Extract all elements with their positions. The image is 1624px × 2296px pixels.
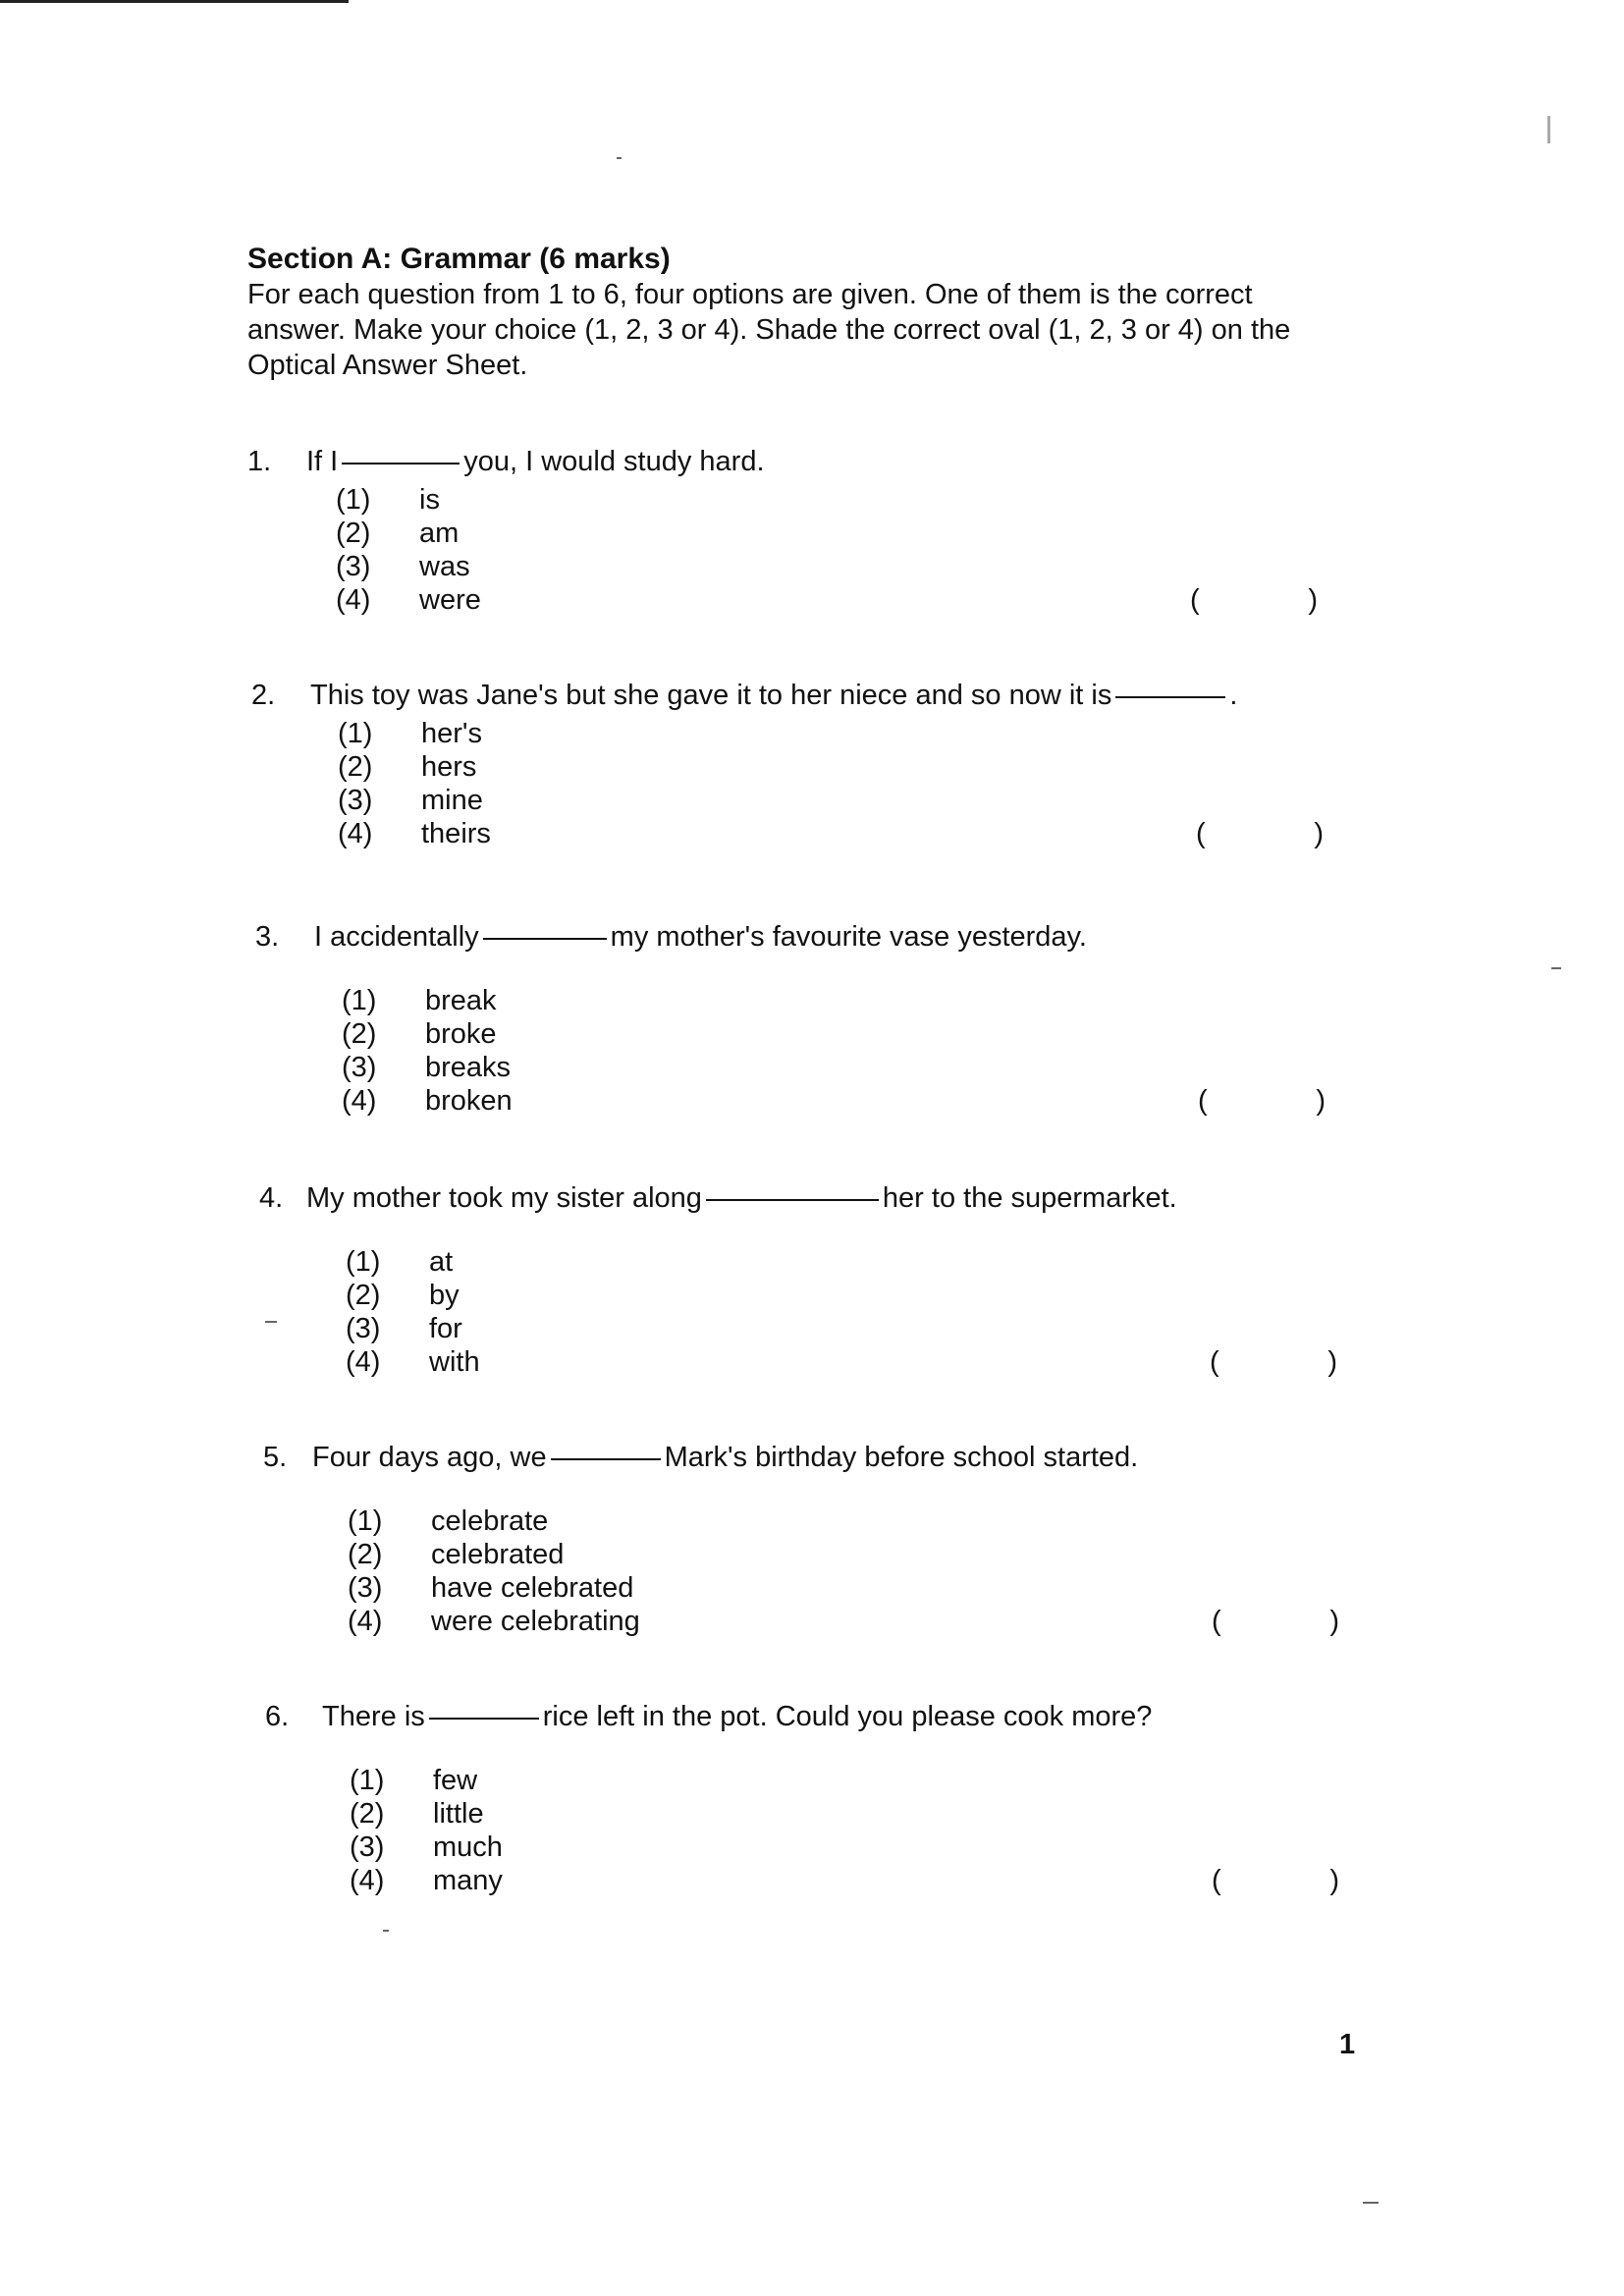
section-title: Section A: Grammar (6 marks): [247, 243, 671, 275]
option-1[interactable]: (1) celebrate: [348, 1505, 549, 1537]
option-4[interactable]: (4) were ( ): [336, 584, 1318, 616]
option-3[interactable]: (3) mine: [338, 785, 483, 816]
question-4: [259, 1178, 1369, 1379]
option-4[interactable]: (4) many ( ): [350, 1865, 1339, 1896]
question-text: My mother took my sister along her to the supermarket.: [306, 1182, 1177, 1214]
option-2[interactable]: (2) by: [346, 1280, 460, 1311]
question-number: 1.: [247, 446, 272, 477]
answer-blank: [483, 938, 607, 940]
question-stem: [247, 442, 1357, 481]
question-5: [263, 1438, 1373, 1638]
option-2[interactable]: (2) celebrated: [348, 1539, 565, 1570]
option-2[interactable]: (2) little: [350, 1798, 484, 1830]
section-a: [247, 242, 1337, 383]
question-number: 5.: [263, 1442, 288, 1473]
answer-blank: [342, 463, 460, 465]
question-text: I accidentally my mother's favourite vase yesterday.: [314, 921, 1087, 953]
answer-blank: [429, 1718, 539, 1720]
options-list: [346, 1245, 1369, 1379]
option-3[interactable]: (3) much: [350, 1831, 503, 1863]
option-2[interactable]: (2) hers: [338, 751, 477, 783]
option-1[interactable]: (1) her's: [338, 718, 482, 749]
options-list: [336, 483, 1357, 617]
answer-box[interactable]: ( ): [1210, 1346, 1337, 1378]
option-1[interactable]: (1) few: [350, 1765, 478, 1796]
answer-blank: [551, 1458, 661, 1460]
answer-blank: [1115, 696, 1225, 698]
question-stem: [265, 1697, 1375, 1736]
page-number: 1: [1339, 2029, 1356, 2060]
question-text: This toy was Jane's but she gave it to her niece and so now it is .: [310, 680, 1238, 711]
question-text: Four days ago, we Mark's birthday before school started.: [312, 1442, 1139, 1473]
question-stem: [259, 1178, 1369, 1218]
question-stem: [263, 1438, 1373, 1477]
scan-speck: [1551, 967, 1561, 969]
answer-box[interactable]: ( ): [1198, 1085, 1326, 1117]
question-number: 6.: [265, 1701, 290, 1732]
answer-box[interactable]: ( ): [1196, 818, 1324, 849]
options-list: [338, 717, 1361, 850]
options-list: [350, 1764, 1375, 1897]
question-number: 4.: [259, 1182, 284, 1214]
scan-speck: [617, 157, 622, 159]
option-1[interactable]: (1) is: [336, 484, 440, 516]
option-4[interactable]: (4) with ( ): [346, 1346, 1337, 1378]
option-1[interactable]: (1) break: [342, 985, 497, 1016]
options-list: [342, 984, 1365, 1118]
question-number: 2.: [251, 680, 276, 711]
question-1: [247, 442, 1357, 617]
options-list: [348, 1504, 1373, 1638]
answer-box[interactable]: ( ): [1212, 1606, 1339, 1637]
option-2[interactable]: (2) broke: [342, 1018, 497, 1050]
answer-box[interactable]: ( ): [1190, 584, 1318, 616]
scan-speck: [1363, 2202, 1379, 2204]
question-3: [255, 917, 1365, 1118]
top-rule: [0, 0, 349, 3]
scan-speck: [383, 1930, 389, 1932]
question-text: If I you, I would study hard.: [306, 446, 765, 477]
question-stem: [251, 676, 1361, 715]
instructions: For each question from 1 to 6, four options are given. One of them is the correct answer. Make your choice (1, 2, 3 or 4). Shade the correct oval (1, 2, 3 or 4) on the Optical Answer Sheet.: [247, 279, 1291, 381]
option-3[interactable]: (3) breaks: [342, 1052, 512, 1083]
option-2[interactable]: (2) am: [336, 518, 460, 549]
option-3[interactable]: (3) have celebrated: [348, 1572, 634, 1604]
option-3[interactable]: (3) for: [346, 1313, 462, 1344]
option-4[interactable]: (4) were celebrating ( ): [348, 1606, 1339, 1637]
answer-box[interactable]: ( ): [1212, 1865, 1339, 1896]
answer-blank: [706, 1199, 879, 1201]
question-text: There is rice left in the pot. Could you please cook more?: [322, 1701, 1153, 1732]
option-1[interactable]: (1) at: [346, 1246, 454, 1278]
option-4[interactable]: (4) broken ( ): [342, 1085, 1326, 1117]
question-6: [265, 1697, 1375, 1897]
option-3[interactable]: (3) was: [336, 551, 470, 582]
question-2: [251, 676, 1361, 850]
option-4[interactable]: (4) theirs ( ): [338, 818, 1324, 849]
question-number: 3.: [255, 921, 280, 953]
question-stem: [255, 917, 1365, 957]
scan-speck: [1547, 116, 1550, 143]
